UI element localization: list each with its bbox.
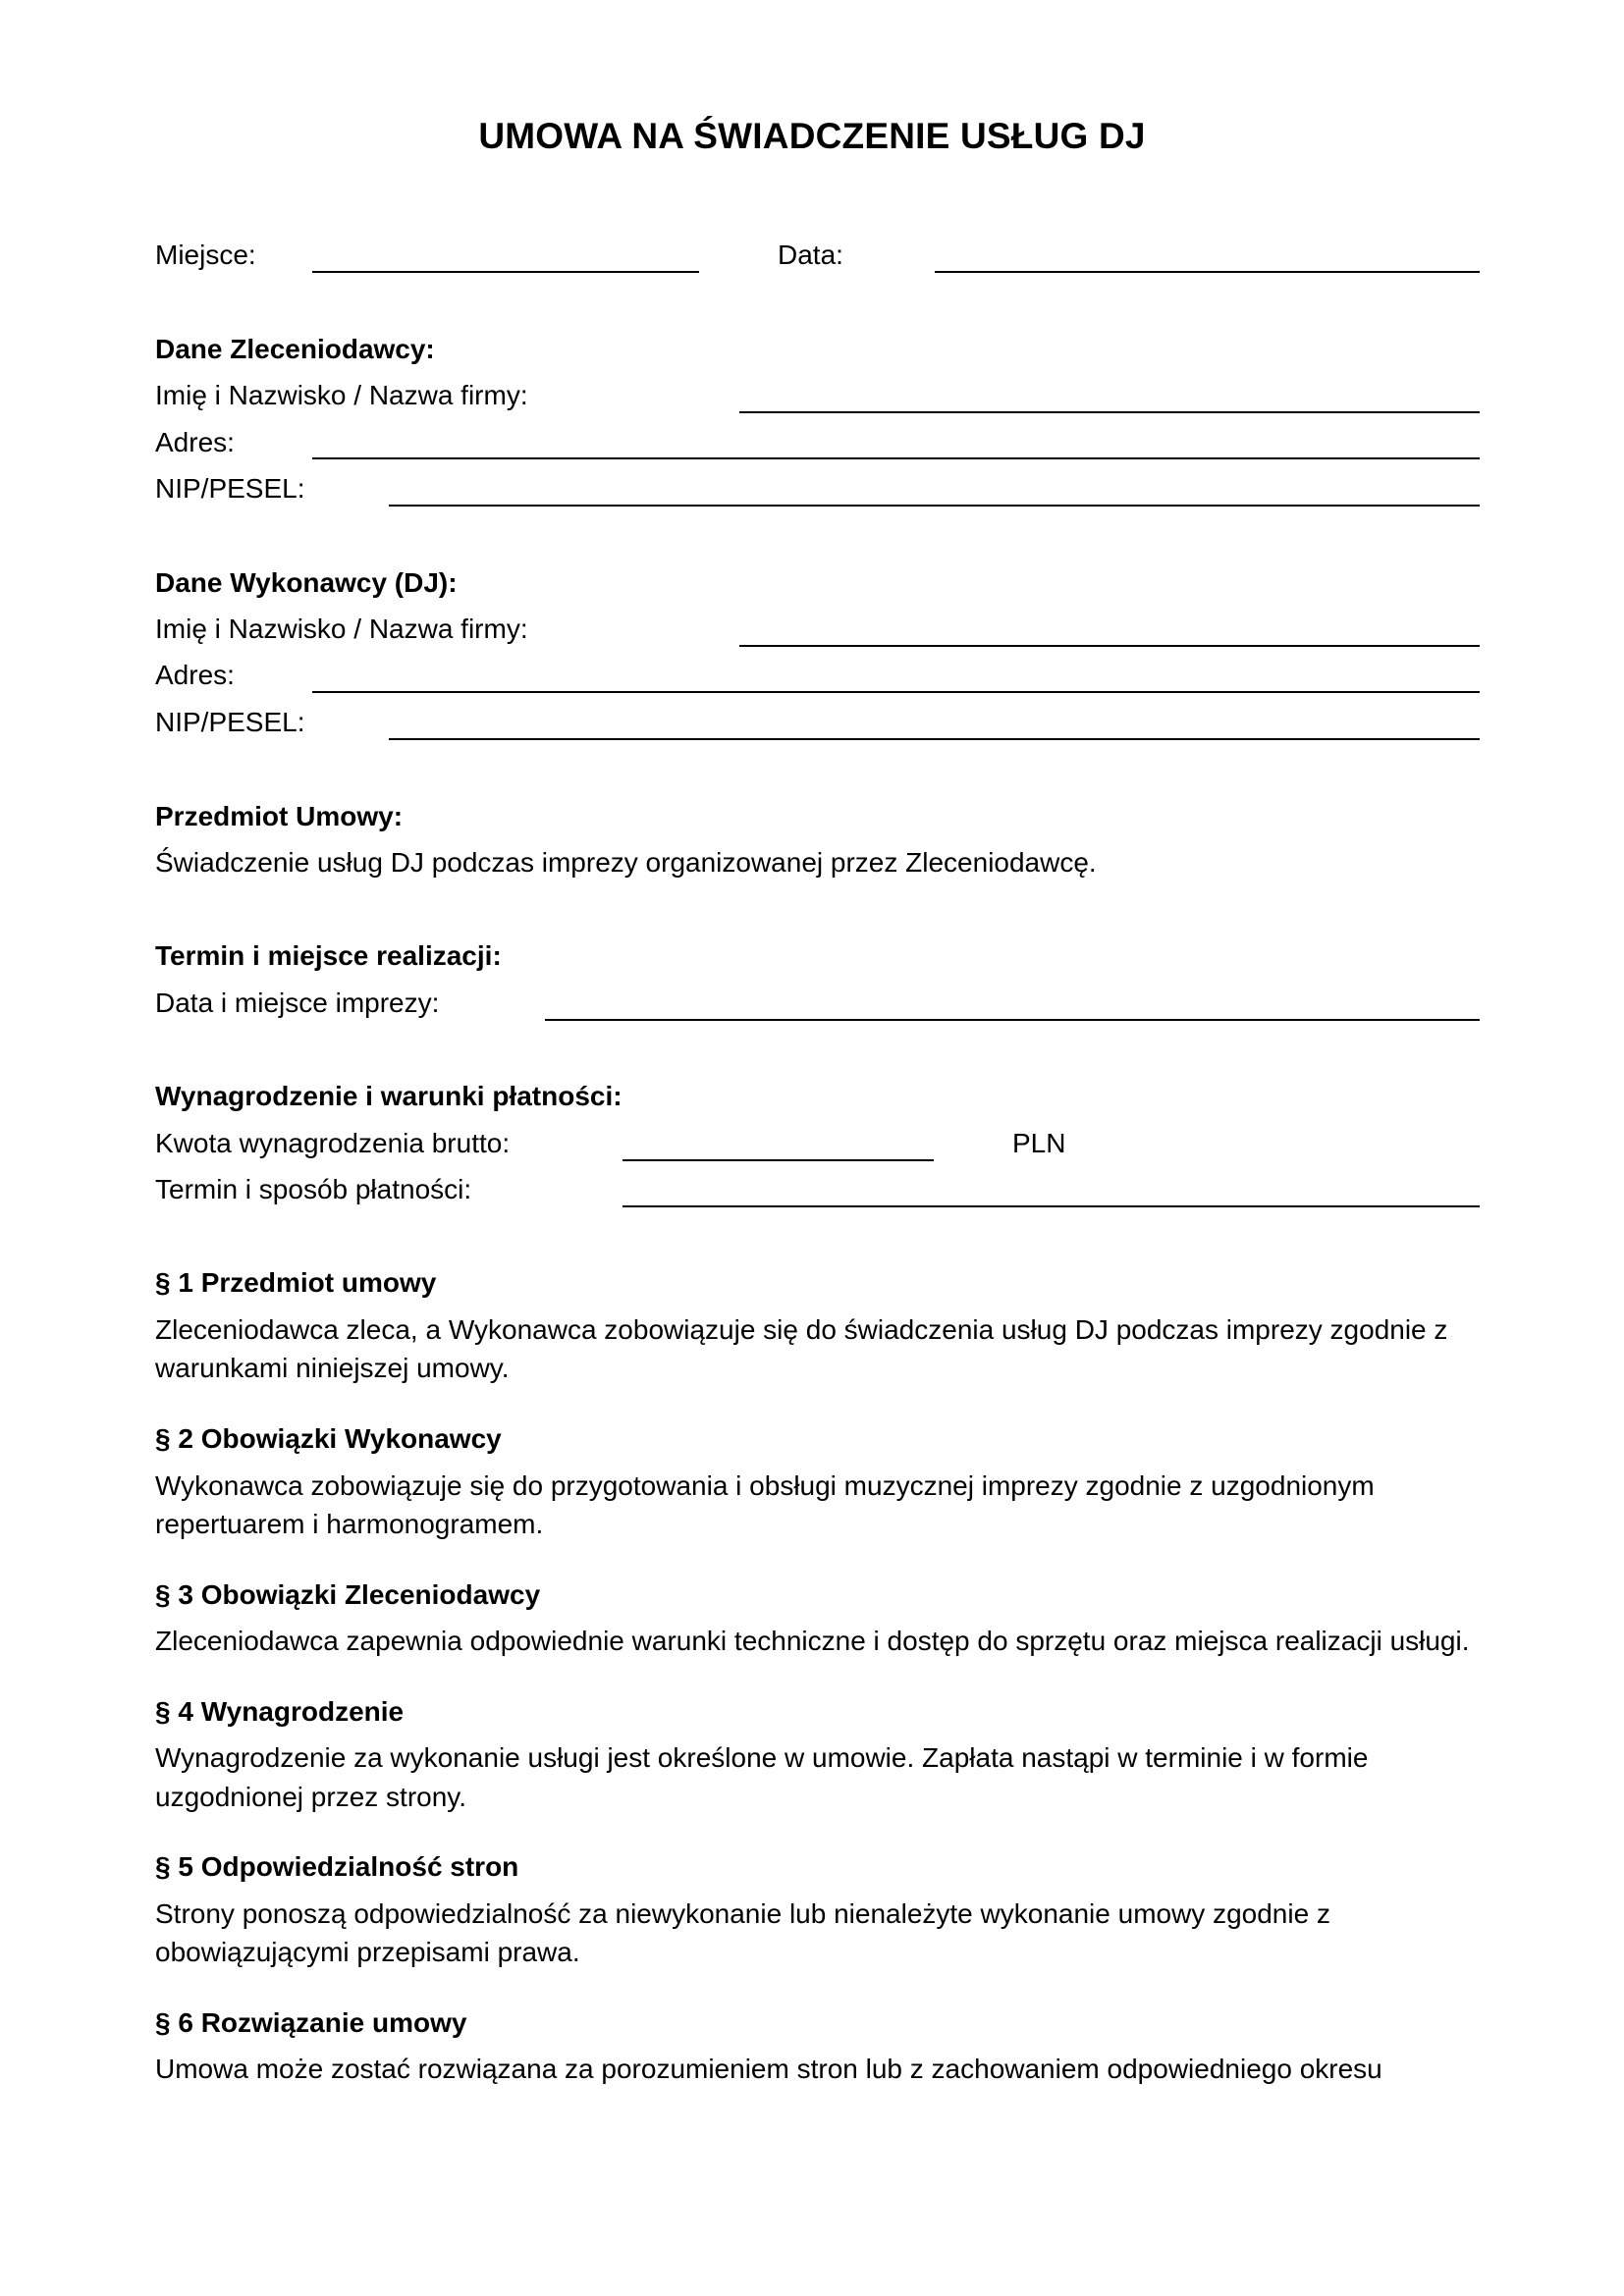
section-5-heading: § 5 Odpowiedzialność stron bbox=[155, 1851, 519, 1882]
contractor-name-label: Imię i Nazwisko / Nazwa firmy: bbox=[155, 614, 528, 644]
payment-amount-field[interactable] bbox=[623, 1159, 934, 1161]
place-label: Miejsce: bbox=[155, 240, 256, 270]
place-field[interactable] bbox=[312, 271, 699, 273]
contractor-tax-field[interactable] bbox=[389, 738, 1480, 740]
section-4-line-1: Wynagrodzenie za wykonanie usługi jest określone w umowie. Zapłata nastąpi w terminie i w formie bbox=[155, 1742, 1369, 1773]
client-name-field[interactable] bbox=[739, 411, 1480, 413]
section-1-line-1: Zleceniodawca zleca, a Wykonawca zobowiązuje się do świadczenia usług DJ podczas imprezy zgodnie z bbox=[155, 1314, 1448, 1345]
section-1-heading: § 1 Przedmiot umowy bbox=[155, 1267, 437, 1298]
payment-currency: PLN bbox=[1012, 1128, 1066, 1158]
section-4-heading: § 4 Wynagrodzenie bbox=[155, 1696, 405, 1727]
client-address-field[interactable] bbox=[312, 457, 1480, 459]
document-title: UMOWA NA ŚWIADCZENIE USŁUG DJ bbox=[478, 116, 1146, 156]
client-tax-field[interactable] bbox=[389, 505, 1480, 507]
venue-heading: Termin i miejsce realizacji: bbox=[155, 940, 502, 971]
contractor-address-field[interactable] bbox=[312, 691, 1480, 693]
venue-field[interactable] bbox=[545, 1019, 1480, 1021]
contractor-name-field[interactable] bbox=[739, 645, 1480, 647]
section-3-heading: § 3 Obowiązki Zleceniodawcy bbox=[155, 1579, 541, 1610]
date-label: Data: bbox=[778, 240, 843, 270]
subject-text: Świadczenie usług DJ podczas imprezy organizowanej przez Zleceniodawcę. bbox=[155, 847, 1097, 878]
client-address-label: Adres: bbox=[155, 427, 235, 457]
section-6-heading: § 6 Rozwiązanie umowy bbox=[155, 2007, 467, 2038]
client-tax-label: NIP/PESEL: bbox=[155, 473, 305, 504]
subject-heading: Przedmiot Umowy: bbox=[155, 801, 404, 831]
section-1-line-2: warunkami niniejszej umowy. bbox=[155, 1353, 510, 1383]
section-5-line-2: obowiązującymi przepisami prawa. bbox=[155, 1937, 580, 1967]
contractor-tax-label: NIP/PESEL: bbox=[155, 707, 305, 737]
section-2-line-1: Wykonawca zobowiązuje się do przygotowania i obsługi muzycznej imprezy zgodnie z uzgodnionym bbox=[155, 1470, 1375, 1501]
section-3-line-1: Zleceniodawca zapewnia odpowiednie warunki techniczne i dostęp do sprzętu oraz miejsca realizacji usługi. bbox=[155, 1626, 1470, 1656]
contractor-heading: Dane Wykonawcy (DJ): bbox=[155, 567, 458, 598]
section-6-line-1: Umowa może zostać rozwiązana za porozumieniem stron lub z zachowaniem odpowiedniego okresu bbox=[155, 2054, 1382, 2084]
section-5-line-1: Strony ponoszą odpowiedzialność za niewykonanie lub nienależyte wykonanie umowy zgodnie z bbox=[155, 1898, 1330, 1929]
section-4-line-2: uzgodnionej przez strony. bbox=[155, 1782, 466, 1812]
payment-amount-label: Kwota wynagrodzenia brutto: bbox=[155, 1128, 511, 1158]
payment-heading: Wynagrodzenie i warunki płatności: bbox=[155, 1081, 623, 1111]
payment-terms-field[interactable] bbox=[623, 1205, 1480, 1207]
section-2-heading: § 2 Obowiązki Wykonawcy bbox=[155, 1423, 502, 1454]
client-heading: Dane Zleceniodawcy: bbox=[155, 334, 435, 364]
payment-terms-label: Termin i sposób płatności: bbox=[155, 1174, 472, 1204]
date-field[interactable] bbox=[935, 271, 1480, 273]
section-2-line-2: repertuarem i harmonogramem. bbox=[155, 1509, 544, 1539]
contractor-address-label: Adres: bbox=[155, 660, 235, 690]
venue-label: Data i miejsce imprezy: bbox=[155, 988, 440, 1018]
client-name-label: Imię i Nazwisko / Nazwa firmy: bbox=[155, 380, 528, 410]
